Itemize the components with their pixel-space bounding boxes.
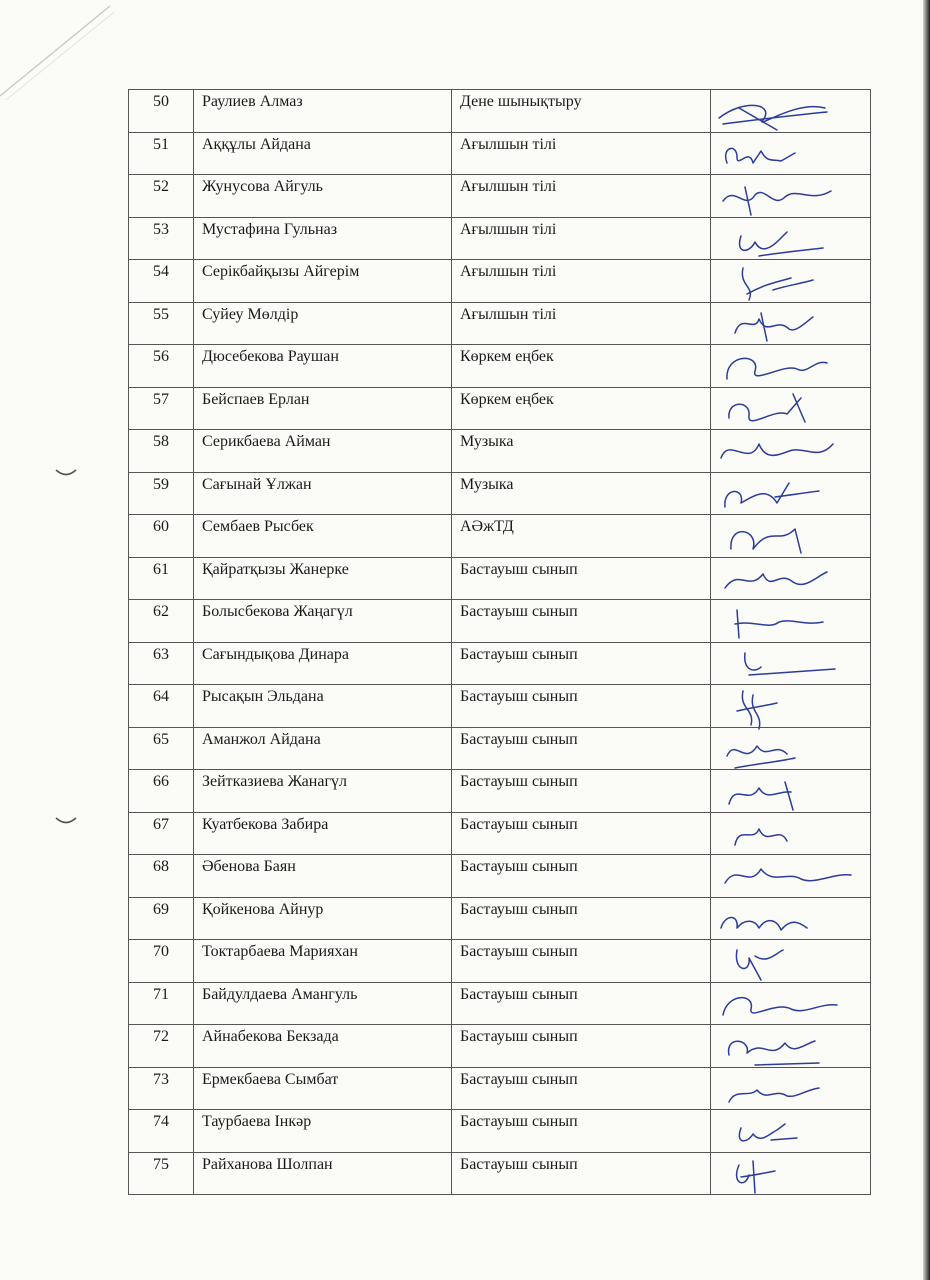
subject-cell — [452, 727, 711, 770]
table-row — [129, 940, 871, 983]
subject-cell — [452, 217, 711, 260]
row-number-cell — [129, 727, 194, 770]
teacher-name: Суйеу Мөлдір — [202, 305, 299, 323]
row-number: 61 — [153, 560, 169, 578]
row-number-cell — [129, 642, 194, 685]
teacher-name: Аманжол Айдана — [202, 730, 321, 748]
row-number: 65 — [153, 730, 169, 748]
row-number-cell — [129, 982, 194, 1025]
table-row — [129, 727, 871, 770]
signature-cell — [711, 345, 871, 388]
row-number-cell — [129, 600, 194, 643]
subject-cell — [452, 302, 711, 345]
punch-hole-mark — [55, 816, 77, 826]
signature-cell — [711, 1067, 871, 1110]
row-number: 54 — [153, 263, 169, 280]
subject-cell — [452, 132, 711, 175]
row-number-cell — [129, 430, 194, 473]
teacher-name: Дюсебекова Раушан — [202, 348, 339, 365]
teacher-name-cell — [194, 90, 452, 133]
teacher-name-cell — [194, 897, 452, 940]
teacher-name: Куатбекова Забира — [202, 815, 329, 833]
table-row — [129, 600, 871, 643]
teacher-name: Мустафина Гульназ — [202, 220, 338, 238]
subject-cell — [452, 982, 711, 1025]
teacher-name-cell — [194, 642, 452, 685]
teacher-name-cell — [194, 685, 452, 728]
teacher-name: Таурбаева Інкәр — [202, 1113, 312, 1130]
row-number-cell — [129, 217, 194, 260]
table-row — [129, 1025, 871, 1068]
signature-cell — [711, 1025, 871, 1068]
teacher-name: Аққұлы Айдана — [202, 135, 311, 153]
teacher-name: Рысақын Эльдана — [202, 688, 324, 705]
subject-cell — [452, 1110, 711, 1153]
teacher-name-cell — [194, 1025, 452, 1068]
subject-name: Ағылшын тілі — [460, 263, 557, 280]
subject-cell — [452, 472, 711, 515]
row-number-cell — [129, 515, 194, 558]
subject-name: Ағылшын тілі — [460, 135, 557, 153]
signature-cell — [711, 685, 871, 728]
subject-name: Бастауыш сынып — [460, 900, 578, 918]
teacher-name-cell — [194, 855, 452, 898]
table-row — [129, 132, 871, 175]
scan-edge-shadow — [923, 0, 930, 1280]
table-row — [129, 302, 871, 345]
teacher-name-cell — [194, 430, 452, 473]
signature-cell — [711, 770, 871, 813]
row-number: 72 — [153, 1028, 169, 1045]
teacher-name: Бейспаев Ерлан — [202, 390, 310, 408]
teacher-name-cell — [194, 982, 452, 1025]
teacher-name: Сағындықова Динара — [202, 645, 349, 663]
subject-cell — [452, 90, 711, 133]
subject-name: Бастауыш сынып — [460, 985, 578, 1003]
teacher-name-cell — [194, 515, 452, 558]
teacher-name: Қайратқызы Жанерке — [202, 560, 349, 578]
row-number: 56 — [153, 348, 169, 365]
table-row — [129, 855, 871, 898]
subject-name: Бастауыш сынып — [460, 1070, 578, 1088]
row-number-cell — [129, 175, 194, 218]
subject-name: Бастауыш сынып — [460, 943, 578, 960]
row-number: 75 — [153, 1155, 169, 1173]
subject-name: Бастауыш сынып — [460, 645, 578, 663]
subject-name: Көркем еңбек — [460, 390, 554, 408]
subject-name: Көркем еңбек — [460, 348, 554, 365]
teacher-name-cell — [194, 940, 452, 983]
row-number: 57 — [153, 390, 169, 408]
row-number: 62 — [153, 603, 169, 620]
subject-name: Музыка — [460, 475, 514, 493]
teacher-name-cell — [194, 812, 452, 855]
subject-name: Бастауыш сынып — [460, 815, 578, 833]
signature-cell — [711, 897, 871, 940]
subject-name: Бастауыш сынып — [460, 1113, 578, 1130]
teacher-name-cell — [194, 132, 452, 175]
teacher-name: Айнабекова Бекзада — [202, 1028, 339, 1045]
row-number-cell — [129, 1025, 194, 1068]
teacher-name-cell — [194, 1152, 452, 1195]
row-number-cell — [129, 812, 194, 855]
subject-cell — [452, 770, 711, 813]
subject-name: Бастауыш сынып — [460, 603, 578, 620]
table-row — [129, 472, 871, 515]
teacher-name-cell — [194, 260, 452, 303]
table-row — [129, 430, 871, 473]
teacher-name-cell — [194, 302, 452, 345]
table-row — [129, 260, 871, 303]
table-row — [129, 90, 871, 133]
row-number: 73 — [153, 1070, 169, 1088]
signature-cell — [711, 515, 871, 558]
subject-cell — [452, 812, 711, 855]
table-row — [129, 685, 871, 728]
table-row — [129, 345, 871, 388]
subject-name: Бастауыш сынып — [460, 858, 578, 875]
table-row — [129, 770, 871, 813]
punch-hole-mark — [55, 468, 77, 478]
subject-name: Бастауыш сынып — [460, 560, 578, 578]
teacher-name-cell — [194, 1067, 452, 1110]
subject-name: Дене шынықтыру — [460, 93, 582, 110]
row-number: 70 — [153, 943, 169, 960]
row-number-cell — [129, 260, 194, 303]
table-row — [129, 515, 871, 558]
subject-cell — [452, 897, 711, 940]
signature-cell — [711, 557, 871, 600]
teacher-name: Райханова Шолпан — [202, 1155, 333, 1173]
row-number: 59 — [153, 475, 169, 493]
row-number-cell — [129, 472, 194, 515]
table-row — [129, 1067, 871, 1110]
table-row — [129, 557, 871, 600]
signature-cell — [711, 132, 871, 175]
signature-cell — [711, 940, 871, 983]
row-number-cell — [129, 345, 194, 388]
subject-name: Музыка — [460, 433, 514, 450]
table-row — [129, 812, 871, 855]
subject-cell — [452, 1067, 711, 1110]
table-row — [129, 217, 871, 260]
subject-name: Бастауыш сынып — [460, 1028, 578, 1045]
signature-cell — [711, 1110, 871, 1153]
teacher-name-cell — [194, 557, 452, 600]
row-number: 58 — [153, 433, 169, 450]
teacher-name-cell — [194, 770, 452, 813]
row-number: 71 — [153, 985, 169, 1003]
row-number: 51 — [153, 135, 169, 153]
subject-cell — [452, 1152, 711, 1195]
row-number: 66 — [153, 773, 169, 790]
subject-cell — [452, 260, 711, 303]
subject-cell — [452, 387, 711, 430]
row-number: 69 — [153, 900, 169, 918]
subject-cell — [452, 1025, 711, 1068]
row-number-cell — [129, 770, 194, 813]
teacher-name-cell — [194, 600, 452, 643]
row-number: 52 — [153, 178, 169, 195]
teacher-name: Серикбаева Айман — [202, 433, 331, 450]
teacher-name: Раулиев Алмаз — [202, 93, 303, 110]
teacher-name: Сембаев Рысбек — [202, 518, 314, 535]
signature-cell — [711, 1152, 871, 1195]
row-number: 53 — [153, 220, 169, 238]
row-number: 67 — [153, 815, 169, 833]
teacher-name: Жунусова Айгуль — [202, 178, 323, 195]
teacher-name-cell — [194, 387, 452, 430]
teacher-name-cell — [194, 217, 452, 260]
subject-cell — [452, 642, 711, 685]
row-number-cell — [129, 557, 194, 600]
signature-cell — [711, 90, 871, 133]
signature-cell — [711, 855, 871, 898]
signature-cell — [711, 175, 871, 218]
signature-cell — [711, 600, 871, 643]
subject-cell — [452, 685, 711, 728]
subject-name: Бастауыш сынып — [460, 730, 578, 748]
row-number-cell — [129, 302, 194, 345]
handwritten-signature — [715, 1153, 865, 1211]
signature-table-body — [129, 90, 871, 1195]
subject-cell — [452, 175, 711, 218]
subject-name: Бастауыш сынып — [460, 773, 578, 790]
teacher-name: Зейтказиева Жанагүл — [202, 773, 347, 790]
signature-cell — [711, 727, 871, 770]
signature-cell — [711, 260, 871, 303]
teacher-name: Ермекбаева Сымбат — [202, 1070, 339, 1088]
subject-name: Бастауыш сынып — [460, 1155, 578, 1173]
teacher-name: Әбенова Баян — [202, 858, 296, 875]
row-number: 55 — [153, 305, 169, 323]
teacher-name: Болысбекова Жаңагүл — [202, 603, 353, 620]
signature-cell — [711, 642, 871, 685]
subject-cell — [452, 515, 711, 558]
row-number-cell — [129, 940, 194, 983]
table-row — [129, 175, 871, 218]
row-number-cell — [129, 685, 194, 728]
row-number-cell — [129, 1152, 194, 1195]
signature-cell — [711, 472, 871, 515]
signature-cell — [711, 982, 871, 1025]
subject-name: Ағылшын тілі — [460, 178, 557, 195]
subject-name: Ағылшын тілі — [460, 220, 557, 238]
subject-cell — [452, 940, 711, 983]
teacher-name: Токтарбаева Марияхан — [202, 943, 358, 960]
signature-cell — [711, 217, 871, 260]
subject-name: АӘжТД — [460, 518, 514, 535]
signature-table — [128, 89, 871, 1195]
subject-cell — [452, 600, 711, 643]
signature-cell — [711, 387, 871, 430]
table-row — [129, 1152, 871, 1195]
subject-cell — [452, 855, 711, 898]
row-number: 64 — [153, 688, 169, 705]
teacher-name: Қойкенова Айнур — [202, 900, 324, 918]
row-number-cell — [129, 897, 194, 940]
subject-cell — [452, 430, 711, 473]
teacher-name-cell — [194, 175, 452, 218]
subject-name: Ағылшын тілі — [460, 305, 557, 323]
teacher-name-cell — [194, 472, 452, 515]
signature-cell — [711, 302, 871, 345]
row-number: 60 — [153, 518, 169, 535]
signature-cell — [711, 812, 871, 855]
row-number-cell — [129, 90, 194, 133]
table-row — [129, 642, 871, 685]
teacher-name-cell — [194, 1110, 452, 1153]
row-number-cell — [129, 387, 194, 430]
row-number-cell — [129, 132, 194, 175]
teacher-name: Сағынай Ұлжан — [202, 475, 312, 493]
row-number: 74 — [153, 1113, 169, 1130]
teacher-name: Серікбайқызы Айгерім — [202, 263, 360, 280]
table-row — [129, 982, 871, 1025]
teacher-name-cell — [194, 727, 452, 770]
table-row — [129, 897, 871, 940]
teacher-name: Байдулдаева Амангуль — [202, 985, 358, 1003]
row-number: 68 — [153, 858, 169, 875]
row-number-cell — [129, 1110, 194, 1153]
table-row — [129, 1110, 871, 1153]
row-number-cell — [129, 855, 194, 898]
teacher-name-cell — [194, 345, 452, 388]
row-number: 50 — [153, 93, 169, 110]
signature-cell — [711, 430, 871, 473]
subject-cell — [452, 557, 711, 600]
row-number-cell — [129, 1067, 194, 1110]
subject-name: Бастауыш сынып — [460, 688, 578, 705]
table-row — [129, 387, 871, 430]
row-number: 63 — [153, 645, 169, 663]
subject-cell — [452, 345, 711, 388]
